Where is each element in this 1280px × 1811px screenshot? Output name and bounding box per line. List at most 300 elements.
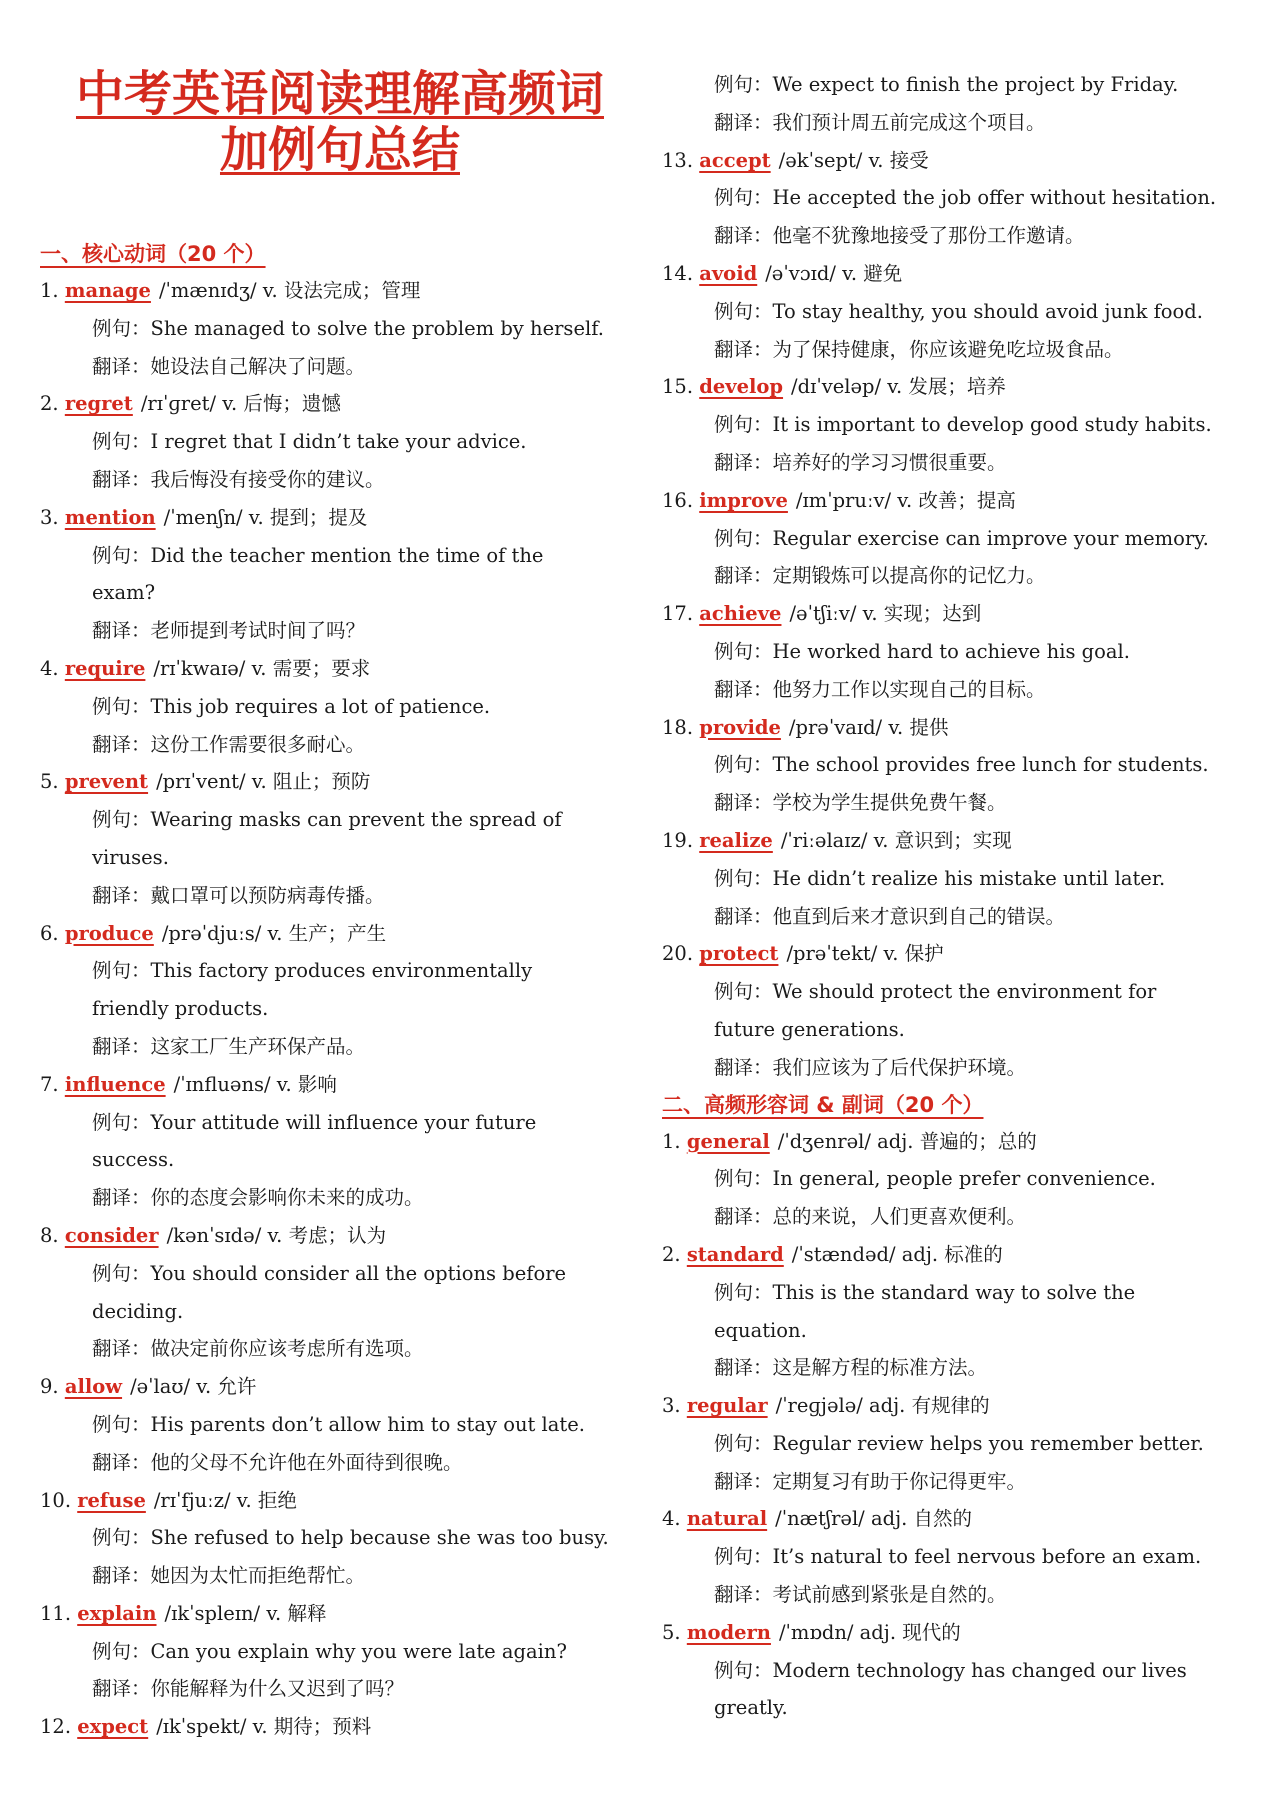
phonetic-and-pos: /rɪˈkwaɪə/ v. xyxy=(153,656,267,680)
example-text: This factory produces environmentally xyxy=(150,959,533,983)
entry-number: 13. xyxy=(662,148,694,172)
chinese-meaning: 有规律的 xyxy=(911,1394,990,1418)
example-label: 例句： xyxy=(92,1261,151,1285)
entry-headline xyxy=(662,255,1262,293)
example-sentence xyxy=(40,423,640,461)
entry-number: 16. xyxy=(662,488,694,512)
vocab-word: improve xyxy=(699,488,788,512)
example-sentence xyxy=(40,1104,640,1180)
entry-number: 6. xyxy=(40,921,59,945)
vocab-word: provide xyxy=(699,715,781,739)
entry-number: 7. xyxy=(40,1072,59,1096)
vocab-entry xyxy=(40,650,640,763)
vocab-entry xyxy=(662,935,1262,1086)
entry-number: 17. xyxy=(662,602,694,626)
example-label: 例句： xyxy=(92,543,151,567)
vocab-word: modern xyxy=(686,1620,771,1644)
verbs-list-part-2 xyxy=(662,66,1262,1087)
phonetic-and-pos: /ˈɪnfluəns/ v. xyxy=(173,1072,292,1096)
translation-text: 定期复习有助于你记得更牢。 xyxy=(772,1469,1027,1493)
chinese-meaning: 后悔；遗憾 xyxy=(243,392,341,416)
example-text: equation. xyxy=(714,1318,807,1342)
phonetic-and-pos: /kənˈsɪdə/ v. xyxy=(166,1223,283,1247)
entry-number: 5. xyxy=(662,1620,681,1644)
translation-label: 翻译： xyxy=(92,1677,151,1701)
translation-label: 翻译： xyxy=(714,110,773,134)
example-sentence xyxy=(662,1538,1262,1576)
vocab-word: regret xyxy=(64,392,133,416)
vocab-entry xyxy=(662,255,1262,368)
example-text: It is important to develop good study habits. xyxy=(772,413,1212,437)
example-sentence xyxy=(40,688,640,726)
example-label: 例句： xyxy=(714,1280,773,1304)
vocab-entry xyxy=(662,1614,1262,1727)
example-text: It’s natural to feel nervous before an exam. xyxy=(772,1545,1202,1569)
translation-label: 翻译： xyxy=(714,450,773,474)
entry-headline xyxy=(662,935,1262,973)
vocab-word: achieve xyxy=(699,602,782,626)
entry-number: 2. xyxy=(40,392,59,416)
translation-line xyxy=(40,1444,640,1482)
phonetic-and-pos: /rɪˈɡret/ v. xyxy=(140,392,238,416)
example-text: Regular review helps you remember better. xyxy=(772,1431,1204,1455)
example-text: friendly products. xyxy=(92,997,269,1021)
example-label: 例句： xyxy=(714,1431,773,1455)
phonetic-and-pos: /ɪkˈspekt/ v. xyxy=(156,1715,268,1739)
example-label: 例句： xyxy=(714,413,773,437)
example-label: 例句： xyxy=(714,639,773,663)
chinese-meaning: 标准的 xyxy=(944,1242,1003,1266)
translation-label: 翻译： xyxy=(92,1337,151,1361)
example-label: 例句： xyxy=(714,866,773,890)
vocab-word: refuse xyxy=(77,1488,146,1512)
vocab-entry xyxy=(662,595,1262,708)
chinese-meaning: 考虑；认为 xyxy=(288,1223,387,1247)
translation-line xyxy=(662,557,1262,595)
example-text: We should protect the environment for xyxy=(772,980,1157,1004)
example-sentence xyxy=(662,520,1262,558)
translation-label: 翻译： xyxy=(714,564,773,588)
entry-number: 1. xyxy=(40,279,59,302)
example-label: 例句： xyxy=(714,73,773,96)
example-sentence xyxy=(662,406,1262,444)
vocab-word: regular xyxy=(686,1394,768,1418)
phonetic-and-pos: /əkˈsept/ v. xyxy=(778,148,884,172)
example-label: 例句： xyxy=(714,299,773,323)
example-sentence xyxy=(662,1274,1262,1350)
phonetic-and-pos: /əˈvɔɪd/ v. xyxy=(765,261,858,285)
chinese-meaning: 提供 xyxy=(909,715,949,739)
example-text: I regret that I didn’t take your advice. xyxy=(150,430,527,454)
entry-headline xyxy=(40,1368,640,1406)
phonetic-and-pos: /prɪˈvent/ v. xyxy=(156,770,267,794)
translation-text: 他直到后来才意识到自己的错误。 xyxy=(772,904,1066,928)
chinese-meaning: 提到；提及 xyxy=(269,505,368,529)
phonetic-and-pos: /ˈmenʃn/ v. xyxy=(163,505,264,529)
example-text: success. xyxy=(92,1148,175,1172)
translation-text: 他毫不犹豫地接受了那份工作邀请。 xyxy=(772,224,1085,248)
vocab-entry xyxy=(40,1368,640,1481)
example-sentence xyxy=(662,1652,1262,1728)
phonetic-and-pos: /prəˈtekt/ v. xyxy=(786,942,899,966)
phonetic-and-pos: /ˈmɒdn/ adj. xyxy=(778,1620,897,1644)
vocab-word: consider xyxy=(64,1223,159,1247)
entry-number: 1. xyxy=(662,1129,681,1153)
chinese-meaning: 期待；预料 xyxy=(273,1715,372,1739)
entry-number: 18. xyxy=(662,715,694,739)
translation-text: 考试前感到紧张是自然的。 xyxy=(772,1583,1007,1607)
left-column xyxy=(40,0,640,1746)
entry-headline xyxy=(40,915,640,953)
phonetic-and-pos: /əˈlaʊ/ v. xyxy=(130,1375,212,1399)
entry-number: 4. xyxy=(40,656,59,680)
vocab-word: expect xyxy=(77,1715,149,1739)
example-text: You should consider all the options before xyxy=(150,1261,567,1285)
translation-text: 定期锻炼可以提高你的记忆力。 xyxy=(772,564,1046,588)
vocab-word: protect xyxy=(699,942,779,966)
entry-headline xyxy=(40,763,640,801)
vocab-entry xyxy=(40,1066,640,1217)
vocab-entry xyxy=(662,482,1262,595)
example-text: exam? xyxy=(92,581,156,605)
example-sentence xyxy=(40,801,640,877)
example-text: Modern technology has changed our lives xyxy=(772,1658,1187,1682)
vocab-entry xyxy=(662,1387,1262,1500)
chinese-meaning: 自然的 xyxy=(913,1507,973,1531)
example-text: Can you explain why you were late again? xyxy=(150,1639,567,1663)
example-text: Regular exercise can improve your memory. xyxy=(772,526,1209,550)
vocab-entry xyxy=(662,822,1262,935)
translation-label: 翻译： xyxy=(92,619,151,643)
entry-headline xyxy=(40,1595,640,1633)
entry-headline xyxy=(40,650,640,688)
vocab-entry xyxy=(40,272,640,385)
translation-label: 翻译： xyxy=(714,677,773,701)
vocab-word: natural xyxy=(686,1507,768,1531)
example-label: 例句： xyxy=(92,316,151,340)
example-text: deciding. xyxy=(92,1299,184,1323)
example-text: future generations. xyxy=(714,1017,905,1041)
phonetic-and-pos: /ˈnætʃrəl/ adj. xyxy=(775,1507,908,1531)
entry-number: 3. xyxy=(40,505,59,529)
chinese-meaning: 拒绝 xyxy=(257,1488,297,1512)
translation-text: 老师提到考试时间了吗？ xyxy=(150,619,366,643)
entry-headline xyxy=(662,1387,1262,1425)
vocab-word: influence xyxy=(64,1072,166,1096)
vocab-word: general xyxy=(686,1129,770,1153)
example-sentence xyxy=(662,293,1262,331)
phonetic-and-pos: /ˈreɡjələ/ adj. xyxy=(775,1394,906,1418)
document-title xyxy=(40,66,640,178)
translation-line xyxy=(662,104,1262,142)
vocab-word: standard xyxy=(686,1242,784,1266)
entry-number: 14. xyxy=(662,261,694,285)
phonetic-and-pos: /ˈmænɪdʒ/ v. xyxy=(158,279,278,302)
example-sentence xyxy=(40,1519,640,1557)
translation-text: 他的父母不允许他在外面待到很晚。 xyxy=(150,1450,463,1474)
vocab-word: explain xyxy=(77,1601,157,1625)
translation-line xyxy=(40,726,640,764)
chinese-meaning: 设法完成；管理 xyxy=(283,279,421,302)
example-sentence xyxy=(40,1255,640,1331)
translation-label: 翻译： xyxy=(92,467,151,491)
example-sentence xyxy=(662,1160,1262,1198)
entry-headline xyxy=(662,595,1262,633)
entry-headline xyxy=(662,142,1262,180)
example-label: 例句： xyxy=(92,1639,151,1663)
entry-headline xyxy=(662,1236,1262,1274)
example-sentence xyxy=(662,746,1262,784)
example-text: He worked hard to achieve his goal. xyxy=(772,639,1130,663)
entry-headline xyxy=(40,385,640,423)
vocab-word: produce xyxy=(64,921,154,945)
example-text: This is the standard way to solve the xyxy=(772,1280,1136,1304)
translation-label: 翻译： xyxy=(92,354,151,378)
translation-line xyxy=(662,671,1262,709)
vocab-entry xyxy=(662,1236,1262,1387)
example-sentence xyxy=(40,1633,640,1671)
translation-label: 翻译： xyxy=(714,1356,773,1380)
section-heading-verbs: 一、核心动词（20 个） xyxy=(40,242,266,266)
vocab-word: prevent xyxy=(64,770,149,794)
chinese-meaning: 保护 xyxy=(904,942,944,966)
example-label: 例句： xyxy=(714,1658,773,1682)
example-text: viruses. xyxy=(92,845,169,869)
chinese-meaning: 允许 xyxy=(217,1375,257,1399)
chinese-meaning: 接受 xyxy=(889,148,929,172)
vocab-word: require xyxy=(64,656,146,680)
vocab-entry xyxy=(662,66,1262,142)
phonetic-and-pos: /əˈtʃiːv/ v. xyxy=(789,602,878,626)
chinese-meaning: 解释 xyxy=(287,1601,327,1625)
title-line-2: 加例句总结 xyxy=(219,122,460,178)
entry-headline xyxy=(662,482,1262,520)
example-sentence xyxy=(662,1425,1262,1463)
example-text: His parents don’t allow him to stay out late. xyxy=(150,1412,585,1436)
translation-label: 翻译： xyxy=(92,1034,151,1058)
translation-line xyxy=(40,1179,640,1217)
phonetic-and-pos: /prəˈvaɪd/ v. xyxy=(788,715,904,739)
vocab-word: mention xyxy=(64,505,156,529)
example-text: Your attitude will influence your future xyxy=(150,1110,537,1134)
example-sentence xyxy=(662,860,1262,898)
entry-number: 2. xyxy=(662,1242,681,1266)
phonetic-and-pos: /ˈstændəd/ adj. xyxy=(791,1242,939,1266)
vocab-word: realize xyxy=(699,828,773,852)
example-label: 例句： xyxy=(92,430,151,454)
chinese-meaning: 阻止；预防 xyxy=(272,770,371,794)
translation-text: 做决定前你应该考虑所有选项。 xyxy=(150,1337,424,1361)
translation-text: 总的来说，人们更喜欢便利。 xyxy=(772,1205,1027,1229)
example-text: He accepted the job offer without hesitation. xyxy=(772,186,1217,210)
example-label: 例句： xyxy=(92,959,151,983)
translation-text: 这份工作需要很多耐心。 xyxy=(150,732,366,756)
example-text: He didn’t realize his mistake until later. xyxy=(772,866,1166,890)
example-sentence xyxy=(662,66,1262,104)
entry-number: 3. xyxy=(662,1394,681,1418)
example-text: greatly. xyxy=(714,1696,788,1720)
vocab-word: manage xyxy=(64,279,151,302)
translation-line xyxy=(662,1049,1262,1087)
translation-label: 翻译： xyxy=(714,224,773,248)
translation-text: 他努力工作以实现自己的目标。 xyxy=(772,677,1046,701)
vocab-word: avoid xyxy=(699,261,758,285)
example-text: She managed to solve the problem by herself. xyxy=(150,316,604,340)
example-label: 例句： xyxy=(714,753,773,777)
entry-headline xyxy=(662,709,1262,747)
translation-label: 翻译： xyxy=(714,337,773,361)
vocab-entry xyxy=(40,763,640,914)
vocab-entry xyxy=(40,1595,640,1708)
example-text: To stay healthy, you should avoid junk food. xyxy=(772,299,1203,323)
phonetic-and-pos: /dɪˈveləp/ v. xyxy=(791,375,903,399)
entry-number: 20. xyxy=(662,942,694,966)
entry-headline xyxy=(662,1123,1262,1161)
entry-headline xyxy=(40,1066,640,1104)
verbs-list-part-1 xyxy=(40,272,640,1746)
translation-text: 她设法自己解决了问题。 xyxy=(150,354,366,378)
example-text: The school provides free lunch for students. xyxy=(772,753,1209,777)
translation-label: 翻译： xyxy=(92,732,151,756)
chinese-meaning: 影响 xyxy=(297,1072,337,1096)
example-label: 例句： xyxy=(92,1412,151,1436)
vocab-entry xyxy=(40,499,640,650)
vocab-entry xyxy=(40,915,640,1066)
example-sentence xyxy=(662,179,1262,217)
vocab-entry xyxy=(40,1708,640,1746)
example-text: Did the teacher mention the time of the xyxy=(150,543,544,567)
example-text: We expect to finish the project by Friday. xyxy=(772,73,1179,96)
translation-text: 这家工厂生产环保产品。 xyxy=(150,1034,366,1058)
translation-text: 学校为学生提供免费午餐。 xyxy=(772,791,1007,815)
translation-line xyxy=(662,444,1262,482)
example-text: Wearing masks can prevent the spread of xyxy=(150,808,562,832)
translation-label: 翻译： xyxy=(714,1583,773,1607)
example-sentence xyxy=(40,310,640,348)
translation-line xyxy=(662,331,1262,369)
entry-number: 9. xyxy=(40,1375,59,1399)
chinese-meaning: 改善；提高 xyxy=(918,488,1016,512)
right-column xyxy=(662,0,1262,1727)
translation-line xyxy=(40,877,640,915)
entry-number: 19. xyxy=(662,828,694,852)
translation-text: 为了保持健康，你应该避免吃垃圾食品。 xyxy=(772,337,1124,361)
entry-number: 10. xyxy=(40,1488,72,1512)
example-sentence xyxy=(40,537,640,613)
example-label: 例句： xyxy=(92,1526,151,1550)
translation-line xyxy=(40,461,640,499)
adjectives-list xyxy=(662,1123,1262,1728)
example-text: In general, people prefer convenience. xyxy=(772,1167,1156,1191)
translation-line xyxy=(40,348,640,386)
chinese-meaning: 普遍的；总的 xyxy=(919,1129,1037,1153)
example-sentence xyxy=(662,973,1262,1049)
example-label: 例句： xyxy=(714,1167,773,1191)
translation-line xyxy=(40,1557,640,1595)
chinese-meaning: 意识到；实现 xyxy=(894,828,1012,852)
entry-number: 11. xyxy=(40,1601,72,1625)
entry-number: 5. xyxy=(40,770,59,794)
translation-text: 培养好的学习习惯很重要。 xyxy=(772,450,1007,474)
vocab-word: allow xyxy=(64,1375,123,1399)
vocab-entry xyxy=(662,1500,1262,1613)
translation-label: 翻译： xyxy=(714,904,773,928)
entry-number: 8. xyxy=(40,1223,59,1247)
entry-headline xyxy=(40,272,640,310)
vocab-entry xyxy=(40,1217,640,1368)
translation-text: 你能解释为什么又迟到了吗？ xyxy=(150,1677,405,1701)
example-sentence xyxy=(40,1406,640,1444)
translation-line xyxy=(662,1198,1262,1236)
entry-headline xyxy=(662,1614,1262,1652)
example-label: 例句： xyxy=(714,186,773,210)
translation-text: 我们预计周五前完成这个项目。 xyxy=(772,110,1046,134)
translation-line xyxy=(662,217,1262,255)
vocab-entry xyxy=(662,368,1262,481)
example-label: 例句： xyxy=(92,808,151,832)
translation-text: 你的态度会影响你未来的成功。 xyxy=(150,1186,424,1210)
translation-line xyxy=(40,1028,640,1066)
chinese-meaning: 需要；要求 xyxy=(272,656,371,680)
example-label: 例句： xyxy=(714,1545,773,1569)
example-label: 例句： xyxy=(92,1110,151,1134)
translation-text: 她因为太忙而拒绝帮忙。 xyxy=(150,1564,366,1588)
vocab-entry xyxy=(40,1482,640,1595)
entry-number: 15. xyxy=(662,375,694,399)
translation-label: 翻译： xyxy=(92,883,151,907)
translation-label: 翻译： xyxy=(714,1055,773,1079)
translation-line xyxy=(662,1349,1262,1387)
chinese-meaning: 实现；达到 xyxy=(883,602,982,626)
vocab-word: accept xyxy=(699,148,771,172)
entry-headline xyxy=(40,1217,640,1255)
phonetic-and-pos: /rɪˈfjuːz/ v. xyxy=(153,1488,252,1512)
vocab-word: develop xyxy=(699,375,784,399)
example-label: 例句： xyxy=(714,980,773,1004)
entry-headline xyxy=(662,368,1262,406)
vocab-entry xyxy=(662,709,1262,822)
chinese-meaning: 现代的 xyxy=(902,1620,961,1644)
example-sentence xyxy=(40,952,640,1028)
translation-line xyxy=(662,898,1262,936)
example-sentence xyxy=(662,633,1262,671)
translation-line xyxy=(40,1670,640,1708)
translation-label: 翻译： xyxy=(714,1205,773,1229)
translation-line xyxy=(40,1330,640,1368)
chinese-meaning: 生产；产生 xyxy=(288,921,387,945)
vocab-entry xyxy=(662,142,1262,255)
translation-label: 翻译： xyxy=(92,1450,151,1474)
section-heading-adjectives: 二、高频形容词 & 副词（20 个） xyxy=(662,1092,984,1117)
phonetic-and-pos: /ɪkˈspleɪn/ v. xyxy=(164,1601,282,1625)
phonetic-and-pos: /ɪmˈpruːv/ v. xyxy=(795,488,913,512)
phonetic-and-pos: /ˈdʒenrəl/ adj. xyxy=(777,1129,914,1153)
chinese-meaning: 发展；培养 xyxy=(908,375,1006,399)
entry-number: 12. xyxy=(40,1715,72,1739)
example-text: This job requires a lot of patience. xyxy=(150,694,491,718)
translation-text: 我们应该为了后代保护环境。 xyxy=(772,1055,1027,1079)
translation-text: 这是解方程的标准方法。 xyxy=(772,1356,988,1380)
entry-number: 4. xyxy=(662,1507,681,1531)
entry-headline xyxy=(662,822,1262,860)
vocab-entry xyxy=(40,385,640,498)
entry-headline xyxy=(40,1708,640,1746)
translation-line xyxy=(662,1463,1262,1501)
translation-label: 翻译： xyxy=(714,791,773,815)
translation-line xyxy=(662,1576,1262,1614)
translation-text: 戴口罩可以预防病毒传播。 xyxy=(150,883,385,907)
entry-headline xyxy=(40,499,640,537)
